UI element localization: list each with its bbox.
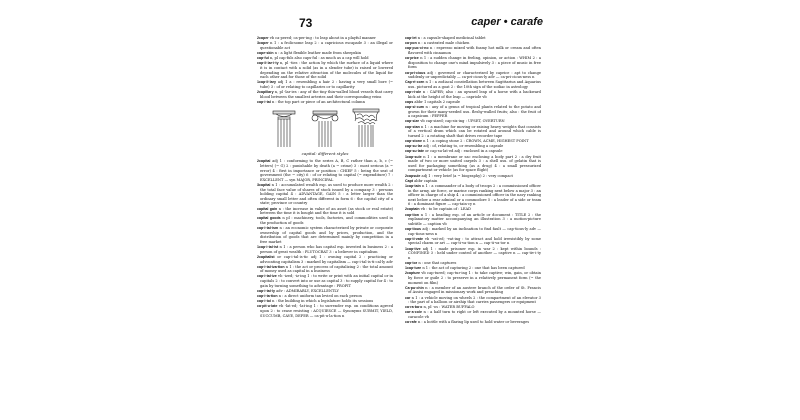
entry-headword: cap·su·lar [405,144,423,149]
entry-headword: 1cap·tive [405,246,421,251]
entry-definition: n 1 : a commander of a body of troops 2 : a commissioned officer in the army, air force, or marine corps ranking next below a major 3 : an officer in charge of a ship 4 : a commissioned officer in the navy ranking next below a rear admiral or a commodore 5 : a leader of a side or team 6 : a dominant figure — cap·tain·cy n [408,183,541,207]
entry-headword: cap·i·tal·ly [257,288,275,293]
entry-definition: n 1 : accumulated wealth esp. as used to produce more wealth 2 : the total face value of shares of stock issued by a company 3 : persons holding capital 4 : ADVANTAGE, GAIN 5 : a letter larger than the ordinary small letter and often different in form 6 : the capital city of a state; province or country [260,183,393,206]
dictionary-entry [405,296,541,305]
entry-definition: n, pl -lar·ies : any of the tiny thin-walled blood vessels that carry blood between the smallest arteries and their corresponding veins [260,90,393,99]
guide-words: caper • carafe [471,16,543,28]
entry-headword: cap·stone [405,139,422,143]
entry-definition: or cap·i·tal·is·tic adj 1 : owning capital 2 : practicing or advocating capitalism 3 : marked by capitalism — cap·i·tal·is·ti·cal·ly adv [260,254,393,264]
entry-headword: ca·rafe [405,320,417,325]
entry-definition: vb : to be captain of : LEAD [420,207,472,212]
entry-definition: n : a capsule-shaped medicinal tablet [417,36,486,40]
entry-headword: 2capital [257,159,271,164]
entry-headword: Cap·ri·corn [405,80,425,85]
entry-definition: adj 1 : very brief (a ~ biography) 2 : very compact [421,173,513,178]
dictionary-entry [257,294,393,299]
dictionary-entry [405,90,541,99]
dictionary-entry [257,90,393,99]
entry-headword: cap·i·tal·ize [257,274,277,279]
dictionary-entry [405,320,541,325]
entry-headword: cap·i·tal·iza·tion [257,264,285,269]
entry-headword: 2capsule [405,173,421,178]
dictionary-entry [405,155,541,173]
dictionary-entry [405,139,541,144]
dictionary-entry [405,184,541,207]
entry-definition: adj : marked by an inclination to find fault — cap·tious·ly adv — cap·tious·ness n [408,227,541,236]
entry-definition: or cap·su·lat·ed adj : enclosed in a capsule [425,149,503,154]
dictionary-page [255,14,547,414]
entry-headword: 2caper [257,36,269,40]
dictionary-entry [405,237,541,246]
entry-headword: cap·stan [405,124,420,129]
right-column [405,36,541,412]
entry-definition: adj : of, relating to, or resembling a capsule [423,144,504,149]
dictionary-entry [405,56,541,70]
dictionary-entry [257,216,393,225]
entry-definition: vb -lat·ed; -lat·ing 1 : to surrender esp. on conditions agreed upon 2 : to cease resisting : ACQUIESCE — Synonyms SUBMIT, YIELD, SUCCUMB, CAVE, DEFER — ca·pit·u·la·tion n [260,304,393,318]
entry-definition: n 1 : the act or process of capitalizing 2 : the total amount of money used as capital in a business [260,264,393,274]
dictionary-entry [405,227,541,236]
entry-headword: ca·pit·u·late [257,304,278,309]
dictionary-entry [405,71,541,80]
illustration-caption: capital: different styles [301,151,349,157]
dictionary-entry [257,299,393,304]
entry-definition: n pl : machinery, tools, factories, and commodities used in the production of goods [260,216,393,225]
entry-definition: n : a light flexible leather made from sheepskin [274,50,362,55]
entry-definition: n : espresso mixed with foamy hot milk or cream and often flavored with cinnamon [408,46,541,55]
dictionary-entry [257,183,393,206]
entry-headword: caps [405,99,414,104]
entry-definition: n : a castrated male chicken [417,41,470,46]
entry-headword: cap·puc·ci·no [405,46,429,51]
entry-headword: cap·tious [405,227,421,232]
dictionary-entry [405,36,541,41]
capital-illustration [257,107,393,149]
dictionary-entry [405,247,541,261]
entry-headword: cap·i·tol [257,299,271,304]
entry-definition: vb cap·sized; cap·siz·ing : UPSET, OVERTURN [420,119,505,124]
entry-definition: n 1 : the act of capturing 2 : one that has been captured [422,266,525,271]
entry-headword: capital goods [257,216,281,221]
entry-definition: n, pl -os : WATER BUFFALO [423,305,475,310]
entry-headword: cap·size [405,119,420,124]
dictionary-entry [257,207,393,216]
entry-headword: cap·il·lar·i·ty [257,61,279,66]
dictionary-entry [405,100,541,105]
entry-headword: 1cap·tain [405,183,421,188]
entry-definition: abbr captain [414,178,438,183]
entry-definition: n : the increase in value of an asset (as stock or real estate) between the time it is bought and the time it is sold [260,206,393,216]
entry-headword: cap·su·late [405,149,424,154]
entry-headword: ca·ra·ba·o [405,305,423,310]
page-number: 73 [299,16,313,30]
column-capitals-drawing [257,107,393,149]
dictionary-entry [405,105,541,119]
entry-definition: adj : governed or characterized by caprice : apt to change suddenly or unpredictably — ca·pri·cious·ly adv — ca·pri·cious·ness n [408,70,541,80]
entry-headword: cap·si·cum [405,105,424,110]
dictionary-entry [257,274,393,288]
dictionary-entry [257,226,393,244]
dictionary-entry [257,245,393,254]
entry-definition: n 1 : a heading esp. of an article or document : TITLE 2 : the explanatory matter accompanying an illustration 3 : a motion-picture subtitle — caption vb [408,212,541,226]
entry-definition: n 1 : a coping stone 2 : CROWN, ACME, HIGHEST POINT [423,139,529,143]
dictionary-entry [405,261,541,266]
entry-definition: n : one that captures [418,260,457,265]
entry-headword: 1cap·ture [405,266,422,271]
dictionary-entry [257,51,393,56]
entry-definition: n 1 : a frolicsome leap 2 : a capricious escapade 3 : an illegal or questionable act [260,41,393,50]
dictionary-entry [257,80,393,89]
entry-headword: cap·ti·vate [405,236,423,241]
entry-headword: ca·pri·cious [405,70,426,75]
entry-definition: n 1 : a vehicle moving on wheels 2 : the compartment of an elevator 3 : the part of a balloon or airship that carries passengers or equipment [408,295,541,305]
right-entries [405,36,541,325]
dictionary-entry [405,119,541,124]
entry-headword: cap·tion [405,212,419,217]
entry-headword: 3caper [257,41,269,46]
entry-headword: cap·i·tal·ism [257,226,279,231]
dictionary-entry [405,125,541,139]
entry-definition: n, pl -ties : the action by which the surface of a liquid where it is in contact with a solid (as in a slender tube) is raised or lowered depending on the relative attraction of the molecules of the liquid for each other and for those of the solid [260,61,393,80]
entry-definition: abbr 1 capitals 2 capsule [414,99,461,104]
dictionary-entry [405,271,541,285]
dictionary-entry [405,149,541,154]
entry-definition: n : an economic system characterized by private or corporate ownership of capital goods and by prices, production, and the distribution of goods that are determined mainly by competition in a free market [260,226,393,244]
entry-definition: adj 1 : made prisoner esp. in war 2 : kept within bounds : CONFINED 3 : held under control of another — captive n — cap·tiv·i·ty n [408,246,541,260]
entry-headword: 1cap·i·tal·ist [257,245,279,250]
dictionary-entry [405,144,541,149]
entry-headword: 2captain [405,207,420,212]
entry-headword: capital gain [257,206,278,211]
dictionary-entry [405,80,541,89]
dictionary-entry [257,56,393,61]
entry-headword: cap·ful [257,56,269,61]
entry-headword: 2capitalist [257,254,275,259]
entry-definition: n 1 : a machine for moving or raising heavy weights that consists of a vertical drum which can be rotated and around which cable is turned 2 : a rotating shaft that drives recorder tape [408,124,541,138]
dictionary-entry [405,46,541,55]
dictionary-entry [257,265,393,274]
dictionary-entry [405,179,541,184]
dictionary-entry [257,61,393,79]
entry-headword: 2capture [405,271,420,276]
dictionary-entry [405,41,541,46]
entry-definition: n, pl cap·fuls also caps·ful : as much as a cap will hold [269,56,369,61]
dictionary-entry [257,41,393,50]
dictionary-entry [405,266,541,271]
entry-headword: cape·skin [257,50,274,55]
page-header [255,14,547,30]
dictionary-entry [257,159,393,182]
entry-headword: Ca·pu·chin [405,285,424,290]
entry-definition: vb -ized; -iz·ing 1 : to write or print with an initial capital or in capitals 2 : to convert into or use as capital 3 : to supply capital for 4 : to gain by turning something to advantage : PROFIT [260,274,393,288]
entry-definition: adj 1 : conforming to the series A, B, C rather than a, b, c (~ letters) (~ G) 2 : punishable by death (a ~ crime) 3 : most serious (a ~ error) 4 : first in importance or position : CHIEF 5 : being the seat of government (the ~ city) 6 : of or relating to capital (~ expenditure) 7 : EXCELLENT — syn MAJOR, PRINCIPAL [260,159,393,182]
dictionary-entry [405,310,541,319]
entry-definition: adj 1 a : resembling a hair 2 : having a very small bore (~ tube) 3 : of or relating to capillaries or to capillarity [260,80,393,89]
dictionary-entry [405,213,541,227]
entry-headword: car [405,295,411,300]
dictionary-entry [257,36,393,41]
entry-definition: vb -vat·ed; -vat·ing : to attract and hold irresistibly by some special charm or art — cap·ti·va·tion n — cap·ti·va·tor n [408,236,541,246]
entry-headword: cap·i·ta·tion [257,294,278,299]
dictionary-entry [257,255,393,264]
entry-headword: 1cap·sule [405,154,422,159]
entry-definition: n : any of a genus of tropical plants related to the potato and grown for their many-seeded usu. fleshy-walled fruits; also : the fruit of a capsicum : PEPPER [408,105,541,119]
entry-headword: ca·price [405,56,419,61]
dictionary-entry [405,286,541,295]
entry-definition: n 1 : a sudden change in feeling, opinion, or action : WHIM 2 : a disposition to change one's mind impulsively 3 : a piece of music in free form [408,56,541,70]
left-entries-bottom [257,159,393,318]
entry-definition: n 1 : a person who has capital esp. invested in business 2 : a person of great wealth : PLUTOCRAT 3 : a believer in capitalism [260,245,393,254]
left-column [257,36,393,412]
entry-headword: car·a·cole [405,310,422,315]
entry-headword: cap·i·tal [257,99,271,104]
entry-definition: n 1 : a zodiacal constellation between Sagittarius and Aquarius usu. pictured as a goat 2 : the 10th sign of the zodiac in astrology [408,80,541,89]
entry-headword: cap·let [405,36,417,40]
entry-headword: 1cap·il·lary [257,80,276,85]
entry-headword: 3capital [257,183,271,188]
left-entries-top [257,36,393,104]
entry-definition: vb ca·pered; ca·per·ing : to leap about in a playful manner [269,36,376,40]
entry-definition: n : a member of an austere branch of the order of St. Francis of Assisi engaged in missionary work and preaching [408,285,541,295]
dictionary-entry [257,100,393,105]
entry-definition: n : the building in which a legislature holds its sessions [272,299,374,304]
dictionary-entry [405,305,541,310]
entry-definition: n : a bottle with a flaring lip used to hold water or beverages [417,320,530,325]
entry-definition: n 1 : a membrane or sac enclosing a body part 2 : a dry fruit made of two or more united carpels 3 : a shell usu. of gelatin that is used for packaging something (as a drug) 4 : a small pressurized compartment or vehicle (as for space flight) [408,154,541,173]
entry-headword: ca·pon [405,41,417,46]
dictionary-entry [405,174,541,179]
entry-definition: n : a half turn to right or left executed by a mounted horse — caracole vb [408,310,541,320]
dictionary-entry [257,289,393,294]
dictionary-entry [257,304,393,318]
entry-definition: n : a direct uniform tax levied on each person [278,294,362,299]
entry-definition: n : the top part or piece of an architectural column [271,99,365,104]
entry-headword: 2capillary [257,90,274,95]
entry-headword: cap·ri·ole [405,90,422,95]
entry-definition: adv : ADMIRABLY, EXCELLENTLY [276,288,339,293]
entry-definition: n : CAPER; also : an upward leap of a horse with a backward kick at the height of the leap — capriole vb [408,90,541,99]
dictionary-entry [405,207,541,212]
entry-headword: Capt [405,178,413,183]
entry-headword: cap·tor [405,260,418,265]
entry-definition: vb cap·tured; cap·tur·ing 1 : to take captive; win, gain, or obtain by force or guile 2 : to preserve in a relatively permanent form (~ the moment on film) [408,271,541,285]
